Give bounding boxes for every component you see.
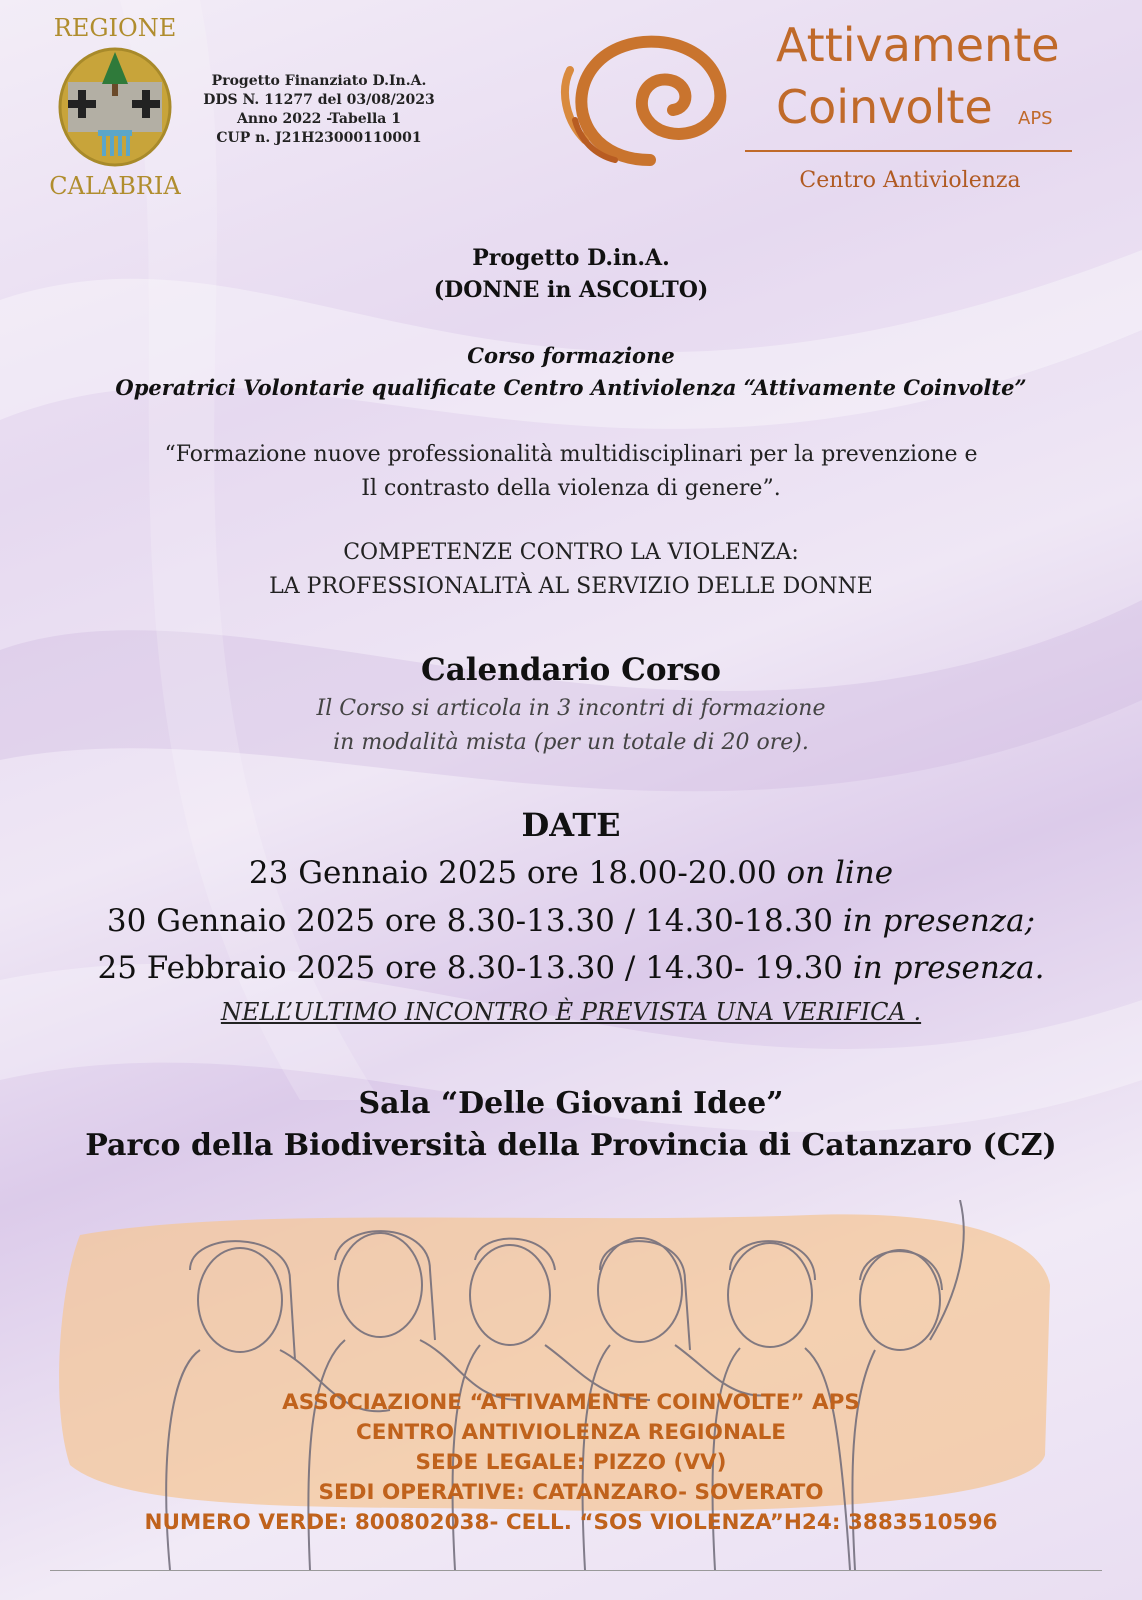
funding-line: CUP n. J21H23000110001 bbox=[216, 130, 422, 146]
brand-subtitle: Centro Antiviolenza bbox=[799, 168, 1021, 193]
funding-line: Anno 2022 -Tabella 1 bbox=[237, 111, 401, 127]
region-label-bottom: CALABRIA bbox=[49, 172, 181, 200]
date-mode: in presenza. bbox=[852, 950, 1045, 986]
association-info bbox=[0, 1388, 1142, 1538]
association-line: SEDE LEGALE: PIZZO (VV) bbox=[415, 1450, 727, 1475]
project-subtitle: (DONNE in ASCOLTO) bbox=[433, 277, 709, 303]
dates-title: DATE bbox=[521, 806, 621, 844]
calendar-desc-line: in modalità mista (per un totale di 20 ore). bbox=[333, 730, 809, 755]
association-line: NUMERO VERDE: 800802038- CELL. “SOS VIOLENZA”H24: 3883510596 bbox=[144, 1510, 998, 1535]
calendar-description bbox=[0, 692, 1142, 760]
date-text: 30 Gennaio 2025 ore 8.30-13.30 / 14.30-18.30 bbox=[106, 903, 843, 939]
course-label: Corso formazione bbox=[467, 343, 675, 368]
brand-aps: APS bbox=[1018, 108, 1053, 129]
calendar-title: Calendario Corso bbox=[421, 652, 721, 688]
funding-info bbox=[192, 72, 446, 148]
course-block bbox=[0, 340, 1142, 404]
date-mode: on line bbox=[786, 855, 894, 891]
date-mode: in presenza; bbox=[842, 903, 1036, 939]
slogan-line: LA PROFESSIONALITÀ AL SERVIZIO DELLE DONNE bbox=[269, 574, 873, 599]
association-line: CENTRO ANTIVIOLENZA REGIONALE bbox=[356, 1420, 786, 1445]
date-entry bbox=[0, 855, 1142, 891]
association-line: ASSOCIAZIONE “ATTIVAMENTE COINVOLTE” APS bbox=[282, 1390, 860, 1415]
date-entry bbox=[0, 950, 1142, 986]
brand-divider bbox=[745, 150, 1072, 152]
bottom-divider bbox=[50, 1570, 1102, 1571]
venue-room: Sala “Delle Giovani Idee” bbox=[358, 1086, 784, 1121]
funding-line: Progetto Finanziato D.In.A. bbox=[211, 73, 427, 89]
project-title: Progetto D.in.A. bbox=[472, 245, 670, 271]
brand-name-line2: Coinvolte bbox=[776, 80, 993, 134]
date-text: 25 Febbraio 2025 ore 8.30-13.30 / 14.30- 19.30 bbox=[97, 950, 853, 986]
swirl-logo-icon bbox=[555, 20, 745, 170]
region-label-top: REGIONE bbox=[53, 14, 177, 42]
quote-line: “Formazione nuove professionalità multidisciplinari per la prevenzione e bbox=[164, 442, 978, 467]
date-text: 23 Gennaio 2025 ore 18.00-20.00 bbox=[248, 855, 787, 891]
brand-name-line1: Attivamente bbox=[776, 18, 1060, 72]
slogan-line: COMPETENZE CONTRO LA VIOLENZA: bbox=[343, 540, 799, 565]
verification-note: NELL’ULTIMO INCONTRO È PREVISTA UNA VERIFICA . bbox=[220, 998, 922, 1026]
course-name: Operatrici Volontarie qualificate Centro Antiviolenza “Attivamente Coinvolte” bbox=[115, 375, 1027, 400]
funding-line: DDS N. 11277 del 03/08/2023 bbox=[203, 92, 435, 108]
project-title-block bbox=[0, 242, 1142, 306]
date-entry bbox=[0, 903, 1142, 939]
quote-block bbox=[0, 438, 1142, 506]
calendar-desc-line: Il Corso si articola in 3 incontri di formazione bbox=[316, 696, 826, 721]
slogan-block bbox=[0, 536, 1142, 604]
quote-line: Il contrasto della violenza di genere”. bbox=[361, 476, 781, 501]
venue-park: Parco della Biodiversità della Provincia di Catanzaro (CZ) bbox=[85, 1128, 1057, 1163]
region-crest-icon bbox=[58, 44, 178, 169]
association-line: SEDI OPERATIVE: CATANZARO- SOVERATO bbox=[318, 1480, 824, 1505]
